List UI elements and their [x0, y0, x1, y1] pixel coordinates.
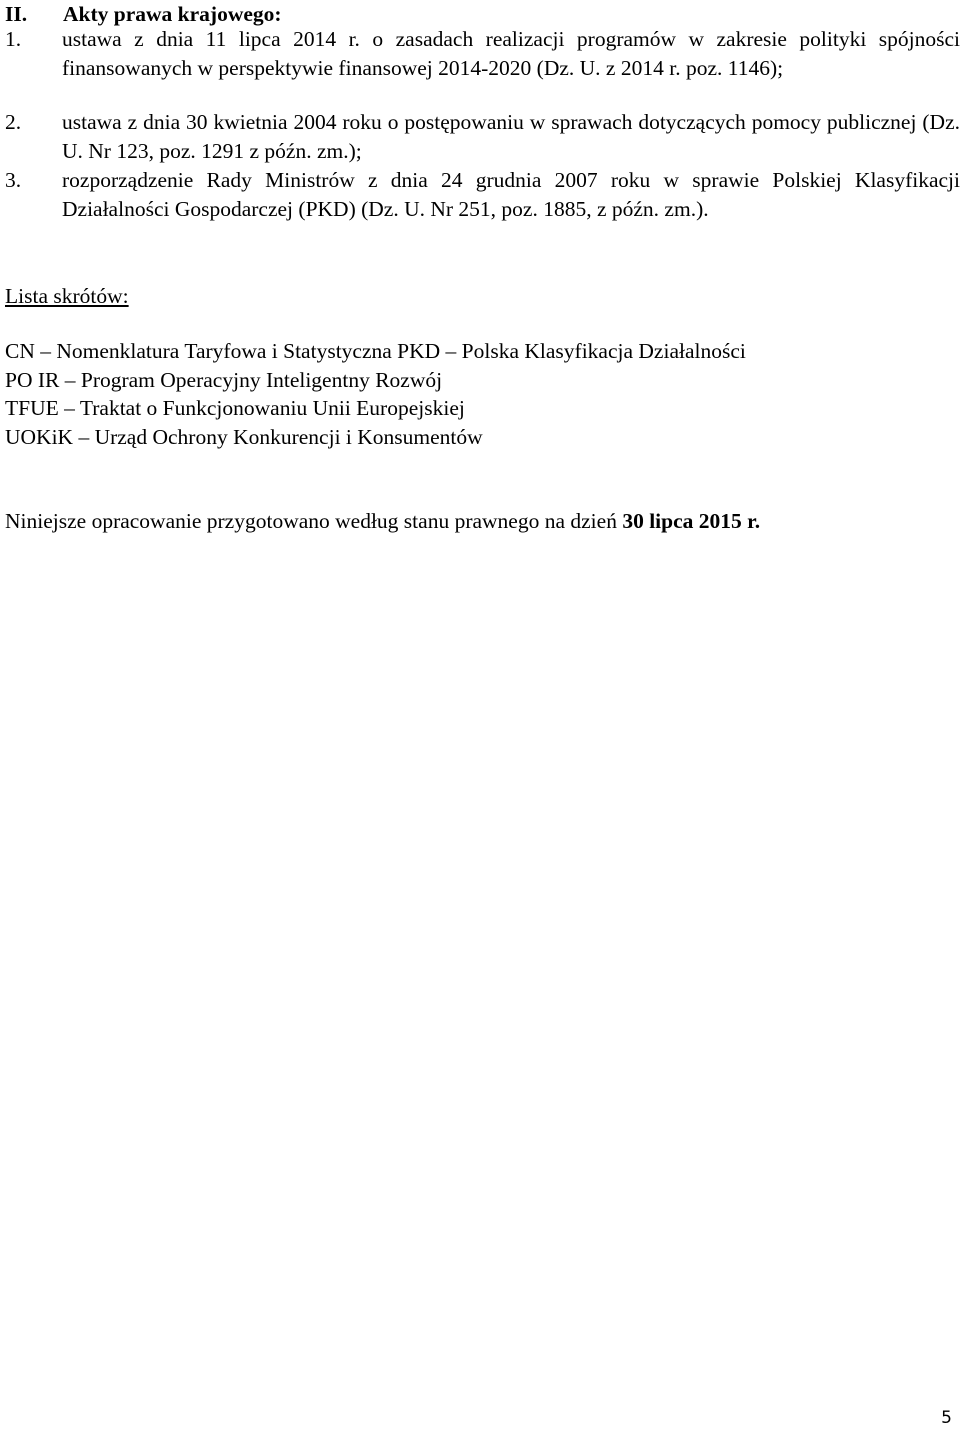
legal-status-text: Niniejsze opracowanie przygotowano według stanu prawnego na dzień — [5, 509, 623, 533]
section-title: Akty prawa krajowego: — [63, 2, 282, 26]
act-number: 1. — [5, 27, 22, 51]
abbreviation-line: UOKiK – Urząd Ochrony Konkurencji i Konsumentów — [5, 424, 483, 449]
abbreviation-line: PO IR – Program Operacyjny Inteligentny Rozwój — [5, 367, 443, 392]
act-item-1 — [5, 25, 960, 83]
abbreviation-line: CN – Nomenklatura Taryfowa i Statystyczna PKD – Polska Klasyfikacja Działalności — [5, 339, 746, 363]
legal-status-note — [5, 507, 760, 535]
section-number: II. — [5, 2, 28, 26]
act-text: ustawa z dnia 11 lipca 2014 r. o zasadach realizacji programów w zakresie polityki spójności finansowanych w perspektywie finansowej 2014-2020 (Dz. U. z 2014 r. poz. 1146); — [62, 27, 960, 80]
act-number: 2. — [5, 110, 22, 134]
act-number: 3. — [5, 168, 22, 192]
act-item-3 — [5, 166, 960, 224]
page-number: 5 — [941, 1408, 952, 1428]
abbreviations-title: Lista skrótów: — [5, 284, 129, 308]
abbreviations-list — [5, 337, 746, 451]
act-item-2 — [5, 108, 960, 166]
section-heading — [5, 0, 282, 28]
legal-status-date: 30 lipca 2015 r. — [622, 509, 761, 533]
act-text: rozporządzenie Rady Ministrów z dnia 24 grudnia 2007 roku w sprawie Polskiej Klasyfikacji Działalności Gospodarczej (PKD) (Dz. U. Nr 251, poz. 1885, z późn. zm.). — [62, 168, 960, 221]
abbreviation-line: TFUE – Traktat o Funkcjonowaniu Unii Europejskiej — [5, 396, 465, 420]
act-text: ustawa z dnia 30 kwietnia 2004 roku o postępowaniu w sprawach dotyczących pomocy publicznej (Dz. U. Nr 123, poz. 1291 z późn. zm.); — [62, 110, 960, 163]
